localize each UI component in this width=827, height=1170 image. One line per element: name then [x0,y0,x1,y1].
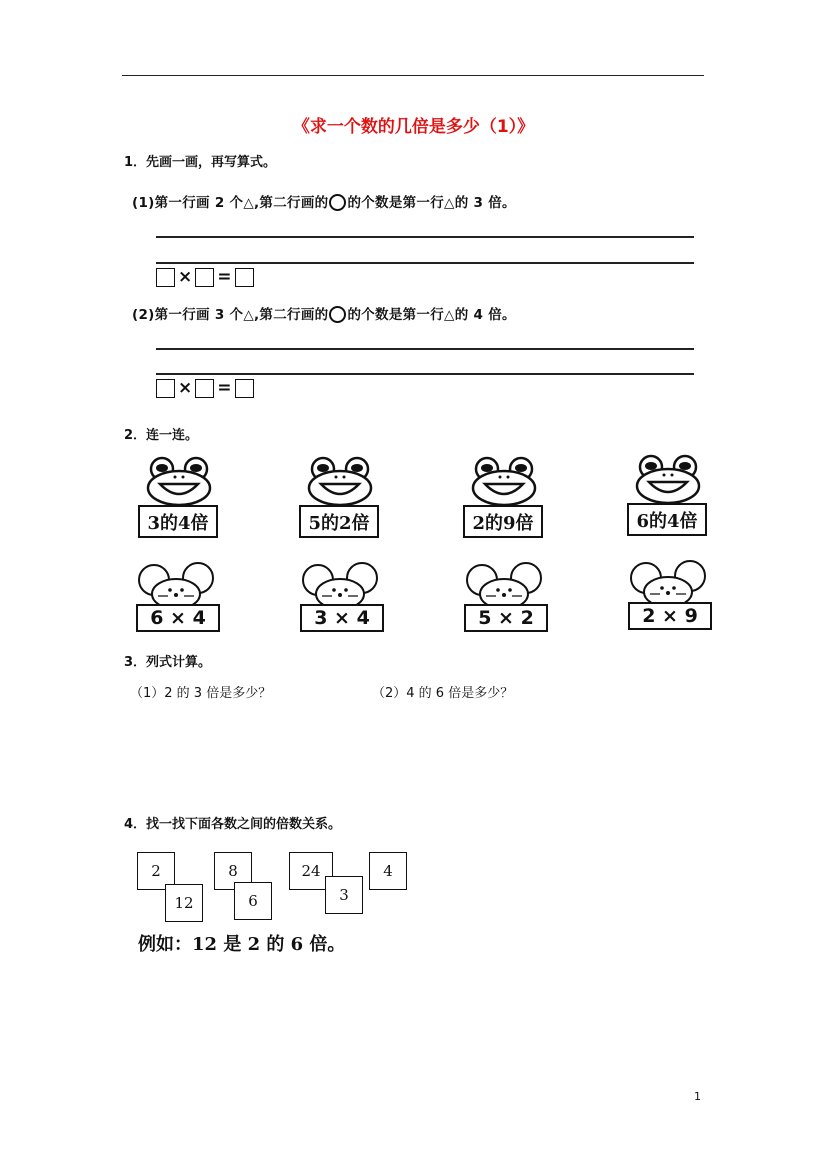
page-title: 《求一个数的几倍是多少（1）》 [292,117,535,137]
circle-icon [329,194,346,211]
frog-card [138,456,220,540]
mouse-expression-board[interactable]: 5 × 2 [464,604,548,632]
mouse-card [294,562,394,634]
writing-line [156,236,694,238]
mouse-icon [622,560,722,604]
answer-box[interactable] [195,268,214,287]
writing-line [156,348,694,350]
writing-line [156,262,694,264]
section-2-heading: 2．连一连。 [124,428,199,443]
mouse-icon [130,562,230,606]
number-card: 4 [369,852,407,890]
question-1-1 [132,191,516,211]
question-1-2-post: 的个数是第一行△的 4 倍。 [347,307,516,323]
question-1-1-pre: (1)第一行画 2 个△,第二行画的 [132,195,329,211]
mouse-card [458,562,558,634]
equation-1-1 [156,267,254,287]
number-card: 12 [165,884,203,922]
frog-card [463,456,545,540]
mouse-expression-board[interactable]: 6 × 4 [136,604,220,632]
question-1-1-post: 的个数是第一行△的 3 倍。 [347,195,516,211]
frog-icon [138,456,220,506]
answer-box[interactable] [156,268,175,287]
mouse-card [622,560,722,632]
times-sign: × [178,267,193,287]
number-card: 3 [325,876,363,914]
frog-icon [299,456,381,506]
number-card: 24 [289,852,333,890]
question-3-1: （1）2 的 3 倍是多少？ [130,686,272,701]
frog-card [299,456,381,540]
number-card: 2 [137,852,175,890]
equals-sign: = [217,267,232,287]
times-sign: × [178,378,193,398]
frog-label-board[interactable]: 6的4倍 [627,503,707,536]
frog-icon [463,456,545,506]
section-1-heading: 1．先画一画，再写算式。 [124,155,277,170]
answer-box[interactable] [156,379,175,398]
example-text: 例如：12 是 2 的 6 倍。 [138,934,346,955]
frog-label-board[interactable]: 3的4倍 [138,505,218,538]
answer-box[interactable] [235,379,254,398]
mouse-expression-board[interactable]: 3 × 4 [300,604,384,632]
question-1-2 [132,303,516,323]
section-4-heading: 4．找一找下面各数之间的倍数关系。 [124,817,342,832]
question-1-2-pre: (2)第一行画 3 个△,第二行画的 [132,307,329,323]
mouse-icon [294,562,394,606]
mouse-icon [458,562,558,606]
frog-label-board[interactable]: 5的2倍 [299,505,379,538]
number-card: 8 [214,852,252,890]
answer-box[interactable] [195,379,214,398]
frog-card [627,454,709,538]
header-rule [122,75,704,76]
page-number: 1 [694,1090,701,1103]
section-3-heading: 3．列式计算。 [124,655,212,670]
answer-box[interactable] [235,268,254,287]
mouse-expression-board[interactable]: 2 × 9 [628,602,712,630]
frog-icon [627,454,709,504]
frog-label-board[interactable]: 2的9倍 [463,505,543,538]
writing-line [156,373,694,375]
circle-icon [329,306,346,323]
equation-1-2 [156,378,254,398]
mouse-card [130,562,230,634]
question-3-2: （2）4 的 6 倍是多少？ [372,686,514,701]
number-card: 6 [234,882,272,920]
equals-sign: = [217,378,232,398]
